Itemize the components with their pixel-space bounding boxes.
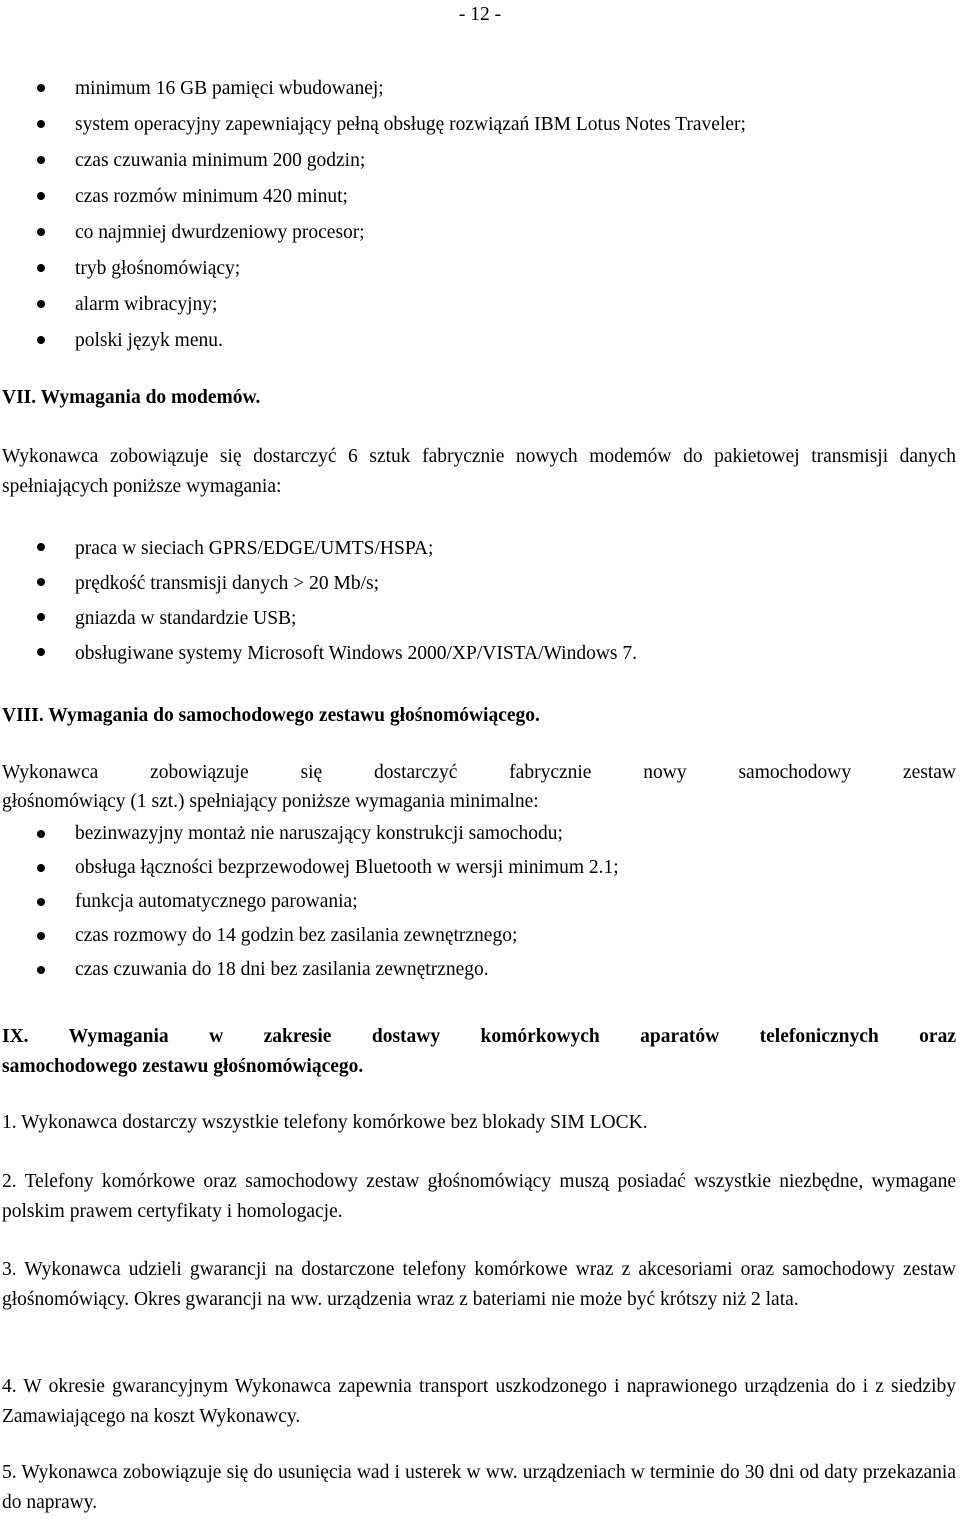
list-item: system operacyjny zapewniający pełną obsługę rozwiązań IBM Lotus Notes Traveler; [0, 107, 960, 143]
section-viii-heading: VIII. Wymagania do samochodowego zestawu głośnomówiącego. [2, 705, 540, 726]
list-item: czas czuwania minimum 200 godzin; [0, 143, 960, 179]
list-item: co najmniej dwurdzeniowy procesor; [0, 215, 960, 251]
section-viii-intro-line2: głośnomówiący (1 szt.) spełniający poniższe wymagania minimalne: [2, 791, 539, 812]
list-item: funkcja automatycznego parowania; [0, 885, 960, 919]
list-item: minimum 16 GB pamięci wbudowanej; [0, 71, 960, 107]
list-item: gniazda w standardzie USB; [0, 601, 960, 636]
modem-requirements-list [0, 531, 960, 671]
list-item: czas rozmów minimum 420 minut; [0, 179, 960, 215]
list-item: praca w sieciach GPRS/EDGE/UMTS/HSPA; [0, 531, 960, 566]
section-ix-point-2: 2. Telefony komórkowe oraz samochodowy zestaw głośnomówiący muszą posiadać wszystkie niezbędne, wymagane polskim prawem certyfikaty i homologacje. [2, 1171, 956, 1222]
phone-requirements-list [0, 71, 960, 359]
section-ix-point-1: 1. Wykonawca dostarczy wszystkie telefony komórkowe bez blokady SIM LOCK. [2, 1112, 648, 1133]
section-ix-heading-line1: IX. Wymagania w zakresie dostawy komórkowych aparatów telefonicznych oraz [2, 1026, 956, 1047]
section-ix-point-5: 5. Wykonawca zobowiązuje się do usunięcia wad i usterek w ww. urządzeniach w terminie do 30 dni od daty przekazania do naprawy. [2, 1462, 956, 1513]
section-ix-heading-line2: samochodowego zestawu głośnomówiącego. [2, 1056, 364, 1077]
list-item: tryb głośnomówiący; [0, 251, 960, 287]
list-item: czas rozmowy do 14 godzin bez zasilania zewnętrznego; [0, 919, 960, 953]
list-item: alarm wibracyjny; [0, 287, 960, 323]
list-item: bezinwazyjny montaż nie naruszający konstrukcji samochodu; [0, 817, 960, 851]
section-vii-heading: VII. Wymagania do modemów. [2, 387, 261, 408]
page-number: - 12 - [458, 4, 502, 25]
section-vii-intro: Wykonawca zobowiązuje się dostarczyć 6 sztuk fabrycznie nowych modemów do pakietowej transmisji danych spełniających poniższe wymagania: [2, 446, 956, 497]
section-ix-point-4: 4. W okresie gwarancyjnym Wykonawca zapewnia transport uszkodzonego i naprawionego urządzenia do i z siedziby Zamawiającego na koszt Wykonawcy. [2, 1376, 956, 1427]
section-viii-intro-line1: Wykonawca zobowiązuje się dostarczyć fabrycznie nowy samochodowy zestaw [2, 762, 956, 783]
section-ix-point-3: 3. Wykonawca udzieli gwarancji na dostarczone telefony komórkowe wraz z akcesoriami oraz samochodowy zestaw głośnomówiący. Okres gwarancji na ww. urządzenia wraz z bateriami nie może być krótszy niż 2 lata. [2, 1259, 956, 1310]
list-item: czas czuwania do 18 dni bez zasilania zewnętrznego. [0, 953, 960, 987]
list-item: obsługa łączności bezprzewodowej Bluetooth w wersji minimum 2.1; [0, 851, 960, 885]
list-item: prędkość transmisji danych > 20 Mb/s; [0, 566, 960, 601]
list-item: polski język menu. [0, 323, 960, 359]
list-item: obsługiwane systemy Microsoft Windows 2000/XP/VISTA/Windows 7. [0, 636, 960, 671]
carkit-requirements-list [0, 817, 960, 987]
